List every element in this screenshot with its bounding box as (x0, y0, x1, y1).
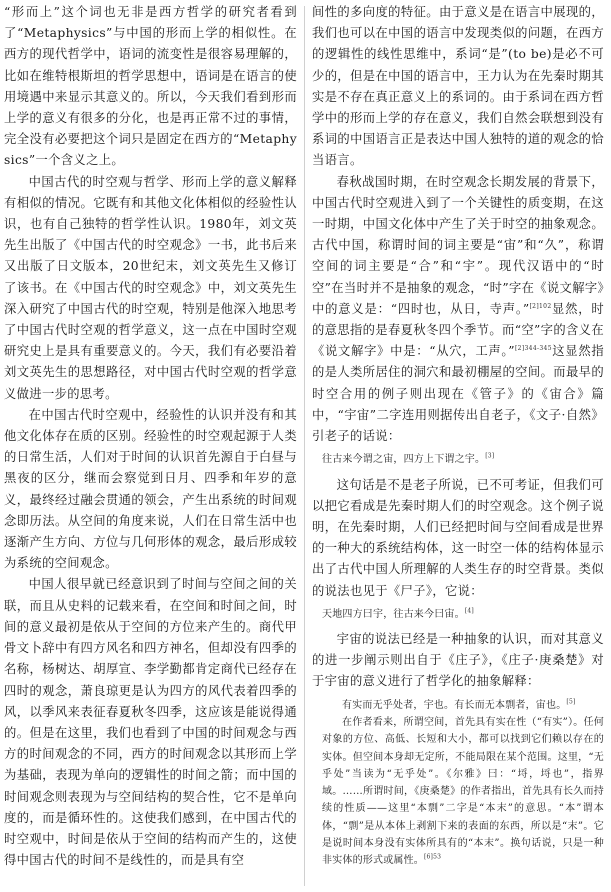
citation-ref: [6]53 (424, 854, 442, 862)
paragraph: 这句话是不是老子所说，已不可考证，但我们可以把它看成是先秦时期人们的时空观念。这个例子说明，在先秦时期，人们已经把时间与空间看成是世界的一种大的系统结构体，这一时空一体的结构体显示出了古代中国人所理解的人类生存的时空背景。类似的说法也见于《尸子》，它说： (312, 477, 604, 598)
citation-ref: [2]102 (529, 302, 552, 310)
citation-ref: [2]344-345 (514, 345, 552, 353)
paragraph: 中国人很早就已经意识到了时间与空间之间的关联，而且从史料的记载来看，在空间和时间之间，时间的意义最初是依从于空间的方位来产生的。商代甲骨文卜辞中有四方风名和四方神名，但却没有四季的名称，杨树达、胡厚宣、李学勤都肯定商代已经存在四时的观念，萧良琼更是认为四方的风代表着四季的风，以季风来表征春夏秋冬四季，这应该是能说得通的。但是在这里，我们也看到了中国的时间观念与西方的时间观念的不同，西方的时间观念以其形而上学为基础，表现为单向的逻辑性的时间之箭；而中国的时间观念则表现为与空间结构的契合性，它不是单向度的，而是循环性的。这使我们感到，在中国古代的时空观中，时间是依从于空间的结构而产生的，这使得中国古代的时间不是线性的，而是具有空 (4, 577, 297, 868)
quote-line (312, 697, 604, 714)
right-column (312, 2, 604, 872)
quote-text: 有实而无乎处者，宇也。有长而无本剽者，宙也。 (342, 699, 567, 711)
paragraph-text: 春秋战国时期，在时空观念长期发展的背景下，中国古代时空观进入到了一个关键性的质变期，在这一时期，中国文化体中产生了关于时空的抽象观念。古代中国，称谓时间的词主要是“宙”和“久”，称谓空间的词主要是“合”和“宇”。现代汉语中的“时空”在当时并不是抽象的观念，“时”字在《说文解字》中的意义是：“四时也，从日，寺声。” (312, 174, 604, 316)
quote-paragraph (312, 714, 604, 870)
paragraph: “形而上”这个词也无非是西方哲学的研究者看到了“Metaphysics”与中国的形而上学的相似性。在西方的现代哲学中，语词的流变性是很容易理解的，比如在维特根斯坦的哲学思想中，语词是在语言的使用境遇中来显示其意义的。所以，今天我们看到形而上学的意义有很多的分化，也是再正常不过的事情，完全没有必要把这个词只是固定在西方的“Metaphysics”一个含义之上。 (4, 5, 297, 168)
paragraph: 间性的多向度的特征。由于意义是在语言中展现的，我们也可以在中国的语言中发现类似的问题，在西方的逻辑性的线性思维中，系词“是”(to be)是必不可少的，但是在中国的语言中，王力认为在先秦时期其实是不存在真正意义上的系词的。由于系词在西方哲学中的形而上学的存在意义，我们自然会联想到没有系词的中国语言正是表达中国人独特的道的观念的恰当语言。 (312, 5, 604, 168)
block-quote (312, 697, 604, 870)
column-divider (304, 6, 305, 886)
quote-text: 在作者看来，所谓空间，首先具有实在性（“有实”）。任何对象的方位、高低、长短和大小，都可以找到它们赖以存在的实体。但空间本身却无定所，不能局限在某个范围。这里，“无乎处”当读为“无乎处”。《尔雅》曰：“埒，埒也”，指界域。……所谓时间，《庚桑楚》的作者指出，首先具有长久而持续的性质——这里“本剽”二字是“本末”的意思。“本”谓本体，“剽”是从本体上剥割下来的表面的东西，所以是“末”。它是说时间本身没有实体所具有的“本末”。换句话说，只是一种非实体的形式或属性。 (322, 716, 604, 867)
paragraph (312, 172, 604, 448)
quote-text: 往古来今谓之宙，四方上下谓之宇。 (322, 454, 486, 466)
citation-ref: [3] (485, 452, 495, 460)
paragraph: 宇宙的说法已经是一种抽象的认识，而对其意义的进一步阐示则出自于《庄子》，《庄子·庚桑楚》对于宇宙的意义进行了哲学化的抽象解释： (312, 632, 604, 689)
block-quote (312, 606, 604, 623)
paragraph-text: 这显然指的是人类所居住的洞穴和最初棚屋的空间。而最早的时空合用的例子则出现在《管子》的《宙合》篇中，“宇宙”二字连用则据传出自老子，《文子·自然》引老子的话说： (312, 344, 605, 444)
paragraph: 在中国古代时空观中，经验性的认识并没有和其他文化体存在质的区别。经验性的时空观起源于人类的日常生活，人们对于时间的认识首先源自于白昼与黑夜的区分，继而会察觉到日月、四季和年岁的意义，最终经过融会贯通的领会，产生出系统的时间观念即历法。从空间的角度来说，人们在日常生活中也逐渐产生方向、方位与几何形体的观念，最后形成较为系统的空间观念。 (4, 407, 297, 571)
paragraph: 中国古代的时空观与哲学、形而上学的意义解释有相似的情况。它既有和其他文化体相似的经验性认识，也有自己独特的哲学性认识。1980年，刘文英先生出版了《中国古代的时空观念》一书，此书后来又出版了日文版本，20世纪末，刘文英先生又修订了该书。在《中国古代的时空观念》中，刘文英先生深入研究了中国古代的时空观，特别是他深入地思考了中国古代时空观的哲学意义，这一点在中国时空观研究史上是具有重要意义的。今天，我们有必要沿着刘文英先生的思想路径，对中国古代时空观的哲学意义做进一步的思考。 (4, 174, 297, 401)
quote-text: 天地四方曰宇，往古来今曰宙。 (322, 608, 465, 620)
citation-ref: [5] (566, 698, 576, 706)
citation-ref: [4] (464, 607, 474, 615)
left-column (4, 2, 297, 871)
block-quote (312, 451, 604, 468)
paragraph-text: 显然，时的意思指的是春夏秋冬四个季节。而“空”字的含义在《说文解字》中是：“从穴，工声。” (312, 301, 604, 359)
